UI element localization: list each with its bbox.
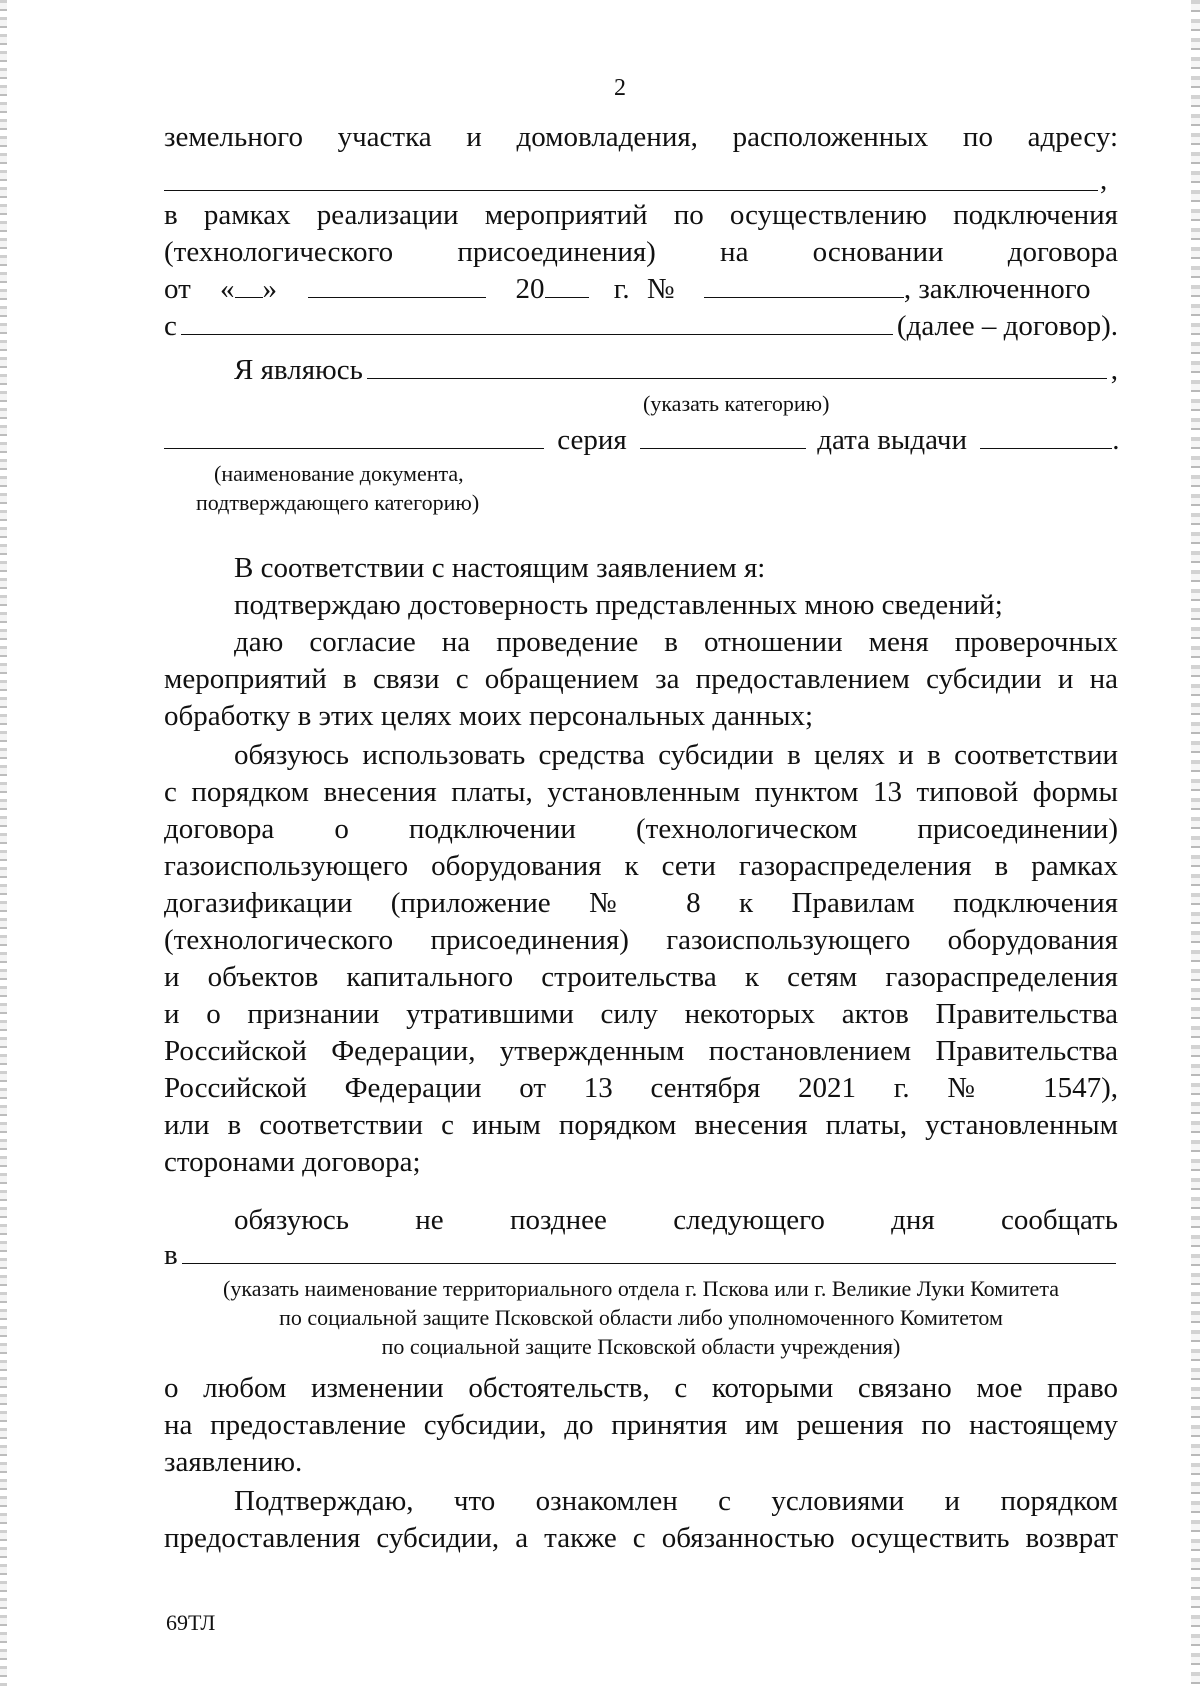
- day-close: »: [262, 273, 278, 305]
- issue-end: .: [1112, 424, 1120, 456]
- day-blank: [235, 273, 263, 298]
- series-blank: [640, 424, 806, 449]
- party-blank: [181, 310, 893, 335]
- issue-date-blank: [980, 424, 1112, 449]
- text-line: (технологического присоединения) на основании договора: [164, 236, 1118, 268]
- page-number: 2: [614, 75, 626, 101]
- text-line: ,: [1100, 164, 1108, 196]
- text-line: договора о подключении (технологическом присоединении): [164, 813, 1118, 845]
- text-line: с порядком внесения платы, установленным пунктом 13 типовой формы: [164, 776, 1118, 808]
- text-line: обязуюсь использовать средства субсидии в целях и в соответствии: [234, 739, 1118, 771]
- number-sign: №: [646, 273, 675, 305]
- text-line: и о признании утратившими силу некоторых актов Правительства: [164, 998, 1118, 1030]
- text-line: (технологического присоединения) газоиспользующего оборудования: [164, 924, 1118, 956]
- address-blank: [164, 190, 1098, 191]
- contract-party-line: [164, 308, 1118, 344]
- notify-recipient-line: [164, 1237, 1118, 1273]
- category-line: [234, 352, 1118, 388]
- document-caption: подтверждающего категорию): [196, 490, 480, 515]
- category-end: ,: [1110, 354, 1118, 386]
- category-caption: (указать категорию): [643, 391, 830, 416]
- year-blank: [545, 273, 589, 298]
- text-line: газоиспользующего оборудования к сети газораспределения в рамках: [164, 850, 1118, 882]
- text-line: Российской Федерации, утвержденным постановлением Правительства: [164, 1035, 1118, 1067]
- footer-code: 69ТЛ: [166, 1610, 216, 1635]
- series-label: серия: [557, 424, 627, 456]
- category-lead: Я являюсь: [234, 354, 363, 386]
- document-line: [164, 422, 1118, 458]
- hereinafter-label: (далее – договор).: [896, 310, 1118, 342]
- day-open: «: [220, 273, 235, 305]
- month-blank: [308, 273, 486, 298]
- notify-lead: в: [164, 1239, 178, 1271]
- text-line: догазификации (приложение № 8 к Правилам подключения: [164, 887, 1118, 919]
- text-line: и объектов капитального строительства к сетям газораспределения: [164, 961, 1118, 993]
- scan-edge-right: [1191, 0, 1200, 1686]
- document-caption: (наименование документа,: [214, 461, 464, 486]
- text-line: земельного участка и домовладения, расположенных по адресу:: [164, 121, 1118, 153]
- text-line: В соответствии с настоящим заявлением я:: [234, 552, 766, 584]
- contract-number-blank: [704, 273, 904, 298]
- text-line: Подтверждаю, что ознакомлен с условиями и порядком: [234, 1485, 1118, 1517]
- scan-edge-left: [0, 0, 7, 1686]
- year-prefix: 20: [515, 273, 545, 305]
- recipient-caption: по социальной защите Псковской области учреждения): [381, 1334, 901, 1359]
- document-name-blank: [164, 424, 544, 449]
- text-line: даю согласие на проведение в отношении меня проверочных: [234, 626, 1118, 658]
- text-line: мероприятий в связи с обращением за предоставлением субсидии и на: [164, 663, 1118, 695]
- contract-date-line: [164, 271, 1118, 307]
- recipient-caption: по социальной защите Псковской области либо уполномоченного Комитетом: [279, 1305, 1003, 1330]
- text-line: о любом изменении обстоятельств, с которыми связано мое право: [164, 1372, 1118, 1404]
- text-line: подтверждаю достоверность представленных мною сведений;: [234, 589, 1003, 621]
- concluded-label: , заключенного: [903, 273, 1091, 305]
- with-label: с: [164, 310, 177, 342]
- text-line: предоставления субсидии, а также с обязанностью осуществить возврат: [164, 1522, 1118, 1554]
- text-line: Российской Федерации от 13 сентября 2021 г. № 1547),: [164, 1072, 1118, 1104]
- text-line: заявлению.: [164, 1446, 303, 1478]
- category-blank: [367, 354, 1107, 379]
- recipient-blank: [182, 1239, 1116, 1264]
- text-line: в рамках реализации мероприятий по осуществлению подключения: [164, 199, 1118, 231]
- from-label: от: [164, 273, 191, 305]
- year-suffix: г.: [613, 273, 630, 305]
- text-line: сторонами договора;: [164, 1146, 421, 1178]
- text-line: на предоставление субсидии, до принятия им решения по настоящему: [164, 1409, 1118, 1441]
- issue-date-label: дата выдачи: [817, 424, 967, 456]
- text-line: обработку в этих целях моих персональных данных;: [164, 700, 814, 732]
- text-line: обязуюсь не позднее следующего дня сообщать: [234, 1204, 1118, 1236]
- recipient-caption: (указать наименование территориального отдела г. Пскова или г. Великие Луки Комитета: [223, 1276, 1059, 1301]
- text-line: или в соответствии с иным порядком внесения платы, установленным: [164, 1109, 1118, 1141]
